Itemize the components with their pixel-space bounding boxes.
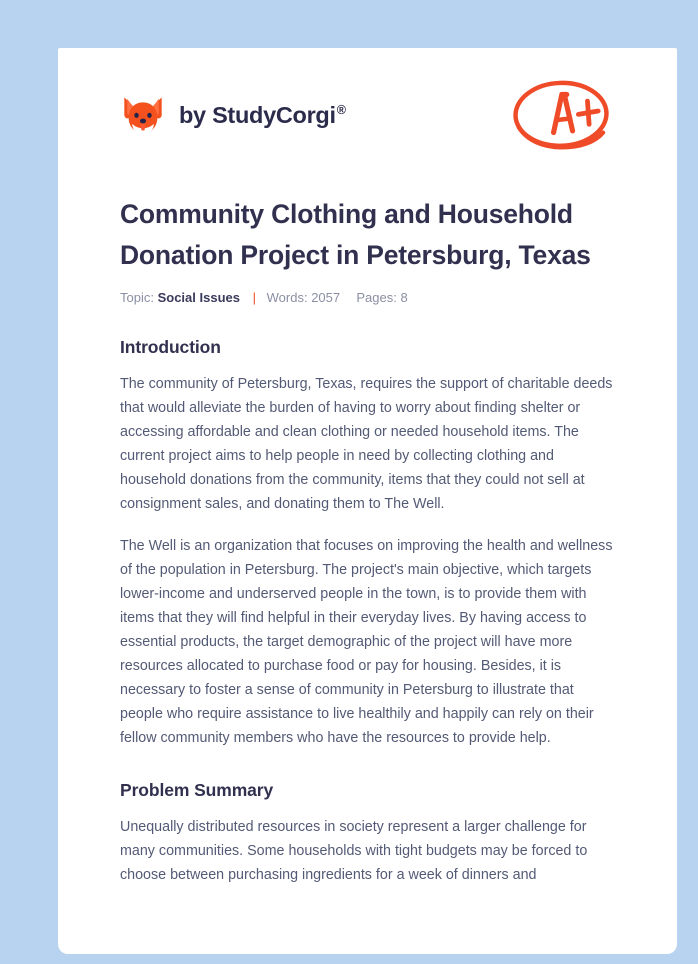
section-heading-introduction: Introduction (120, 337, 221, 357)
document-content (58, 48, 677, 887)
meta-separator: | (252, 290, 256, 305)
meta-words-value: 2057 (311, 290, 341, 305)
brand-lockup[interactable] (120, 93, 346, 139)
brand-header (120, 48, 615, 168)
section-heading-problem-summary: Problem Summary (120, 780, 274, 800)
registered-mark-icon: ® (336, 103, 346, 118)
paragraph: The community of Petersburg, Texas, requires the support of charitable deeds that would alleviate the burden of having to worry about finding shelter or accessing affordable and clean clothing or needed household items. The current project aims to help people in need by collecting clothing and household donations from the community, items that they could not sell at consignment sales, and donating them to The Well. (120, 376, 613, 512)
document-paper (58, 48, 677, 954)
paragraph: The Well is an organization that focuses on improving the health and wellness of the population in Petersburg. The project's main objective, which targets lower-income and underserved people in the town, is to provide them with items that they will find helpful in their everyday lives. By having access to essential products, the target demographic of the project will have more resources allocated to purchase food or pay for housing. Besides, it is necessary to foster a sense of community in Petersburg to illustrate that people who require assistance to live healthily and happily can rely on their fellow community members who have the resources to provide help. (120, 538, 613, 746)
brand-wordmark (179, 104, 346, 128)
meta-words-label: Words: (266, 290, 308, 305)
document-meta (120, 289, 615, 307)
meta-pages-label: Pages: (356, 290, 397, 305)
page-title: Community Clothing and Household Donation Project in Petersburg, Texas (120, 199, 591, 270)
a-plus-grade-icon (507, 73, 615, 159)
meta-pages-value: 8 (400, 290, 408, 305)
corgi-head-icon (120, 93, 166, 139)
meta-topic-value[interactable]: Social Issues (157, 290, 240, 305)
brand-name: StudyCorgi (212, 102, 336, 129)
meta-topic-label: Topic: (120, 290, 154, 305)
paragraph: Unequally distributed resources in society represent a larger challenge for many communities. Some households with tight budgets may be forced to choose between purchasing ingredients for a week of dinners and (120, 819, 588, 883)
brand-prefix: by (179, 102, 213, 129)
